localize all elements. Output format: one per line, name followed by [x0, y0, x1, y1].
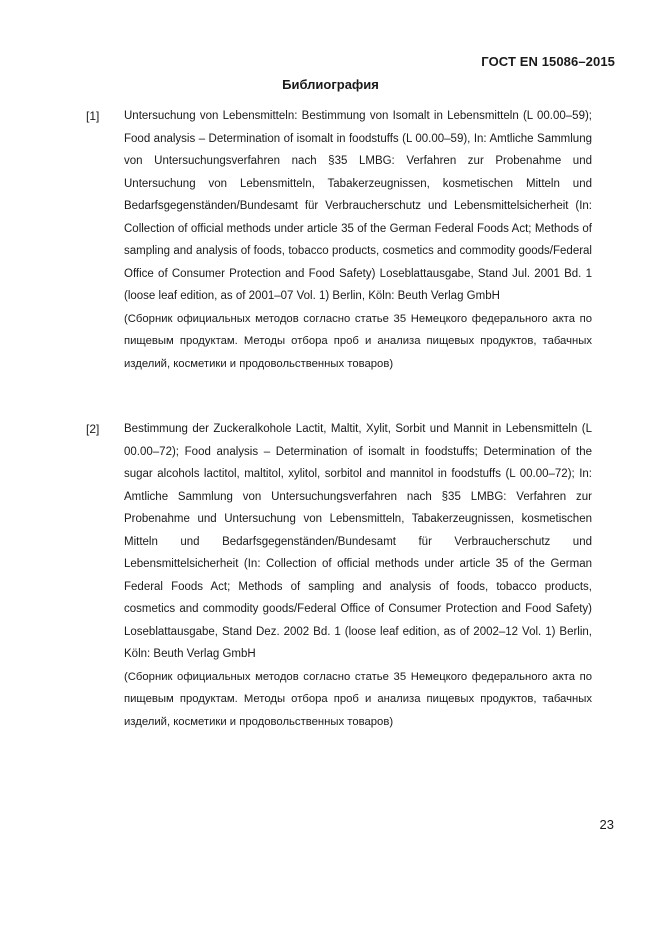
entry-translation: (Сборник официальных методов согласно статье 35 Немецкого федерального акта по пищевым продуктам. Методы отбора проб и анализа пищевых продуктов, табачных изделий, косметики и продовольственных товаров) — [124, 670, 592, 728]
entry-number: [1] — [86, 109, 100, 123]
page-number: 23 — [599, 817, 614, 832]
entry-citation: Bestimmung der Zuckeralkohole Lactit, Maltit, Xylit, Sorbit und Mannit in Lebensmitteln (L 00.00–72); Food analysis – Determination of isomalt in foodstuffs; Determination of the sugar alcohols lactitol, maltitol, xylitol, sorbitol and mannitol in foodstuffs (L 00.00–72); In: Amtliche Sammlung von Untersuchungsverfahren nach §35 LMBG: Verfahren zur Probenahme und Untersuchung von Lebensmitteln, Tabakerzeugnissen, kosmetischen Mitteln und Bedarfsgegenständen/Bundesamt für Verbraucherschutz und Lebensmittelsicherheit (In: Collection of official methods under article 35 of the German Federal Foods Act; Methods of sampling and analysis of foods, tobacco products, cosmetics and commodity goods/Federal Office of Consumer Protection and Food Safety) Loseblattausgabe, Stand Dez. 2002 Bd. 1 (loose leaf edition, as of 2002–12 Vol. 1) Berlin, Köln: Beuth Verlag GmbH — [124, 423, 592, 660]
bibliography-title: Библиография — [282, 77, 379, 92]
entry-body — [124, 105, 592, 375]
entry-body — [124, 418, 592, 733]
entry-citation: Untersuchung von Lebensmitteln: Bestimmung von Isomalt in Lebensmitteln (L 00.00–59); Food analysis – Determination of isomalt in foodstuffs (L 00.00–59), In: Amtliche Sammlung von Untersuchungsverfahren nach §35 LMBG: Verfahren zur Probenahme und Untersuchung von Lebensmitteln, Tabakerzeugnissen, kosmetischen Mitteln und Bedarfsgegenständen/Bundesamt für Verbraucherschutz und Lebensmittelsicherheit (In: Collection of official methods under article 35 of the German Federal Foods Act; Methods of sampling and analysis of foods, tobacco products, cosmetics and commodity goods/Federal Office of Consumer Protection and Food Safety) Loseblattausgabe, Stand Jul. 2001 Bd. 1 (loose leaf edition, as of 2001–07 Vol. 1) Berlin, Köln: Beuth Verlag GmbH — [124, 110, 592, 302]
document-code: ГОСТ EN 15086–2015 — [481, 54, 615, 69]
entry-number: [2] — [86, 422, 100, 436]
entry-translation: (Сборник официальных методов согласно статье 35 Немецкого федерального акта по пищевым продуктам. Методы отбора проб и анализа пищевых продуктов, табачных изделий, косметики и продовольственных товаров) — [124, 312, 592, 370]
